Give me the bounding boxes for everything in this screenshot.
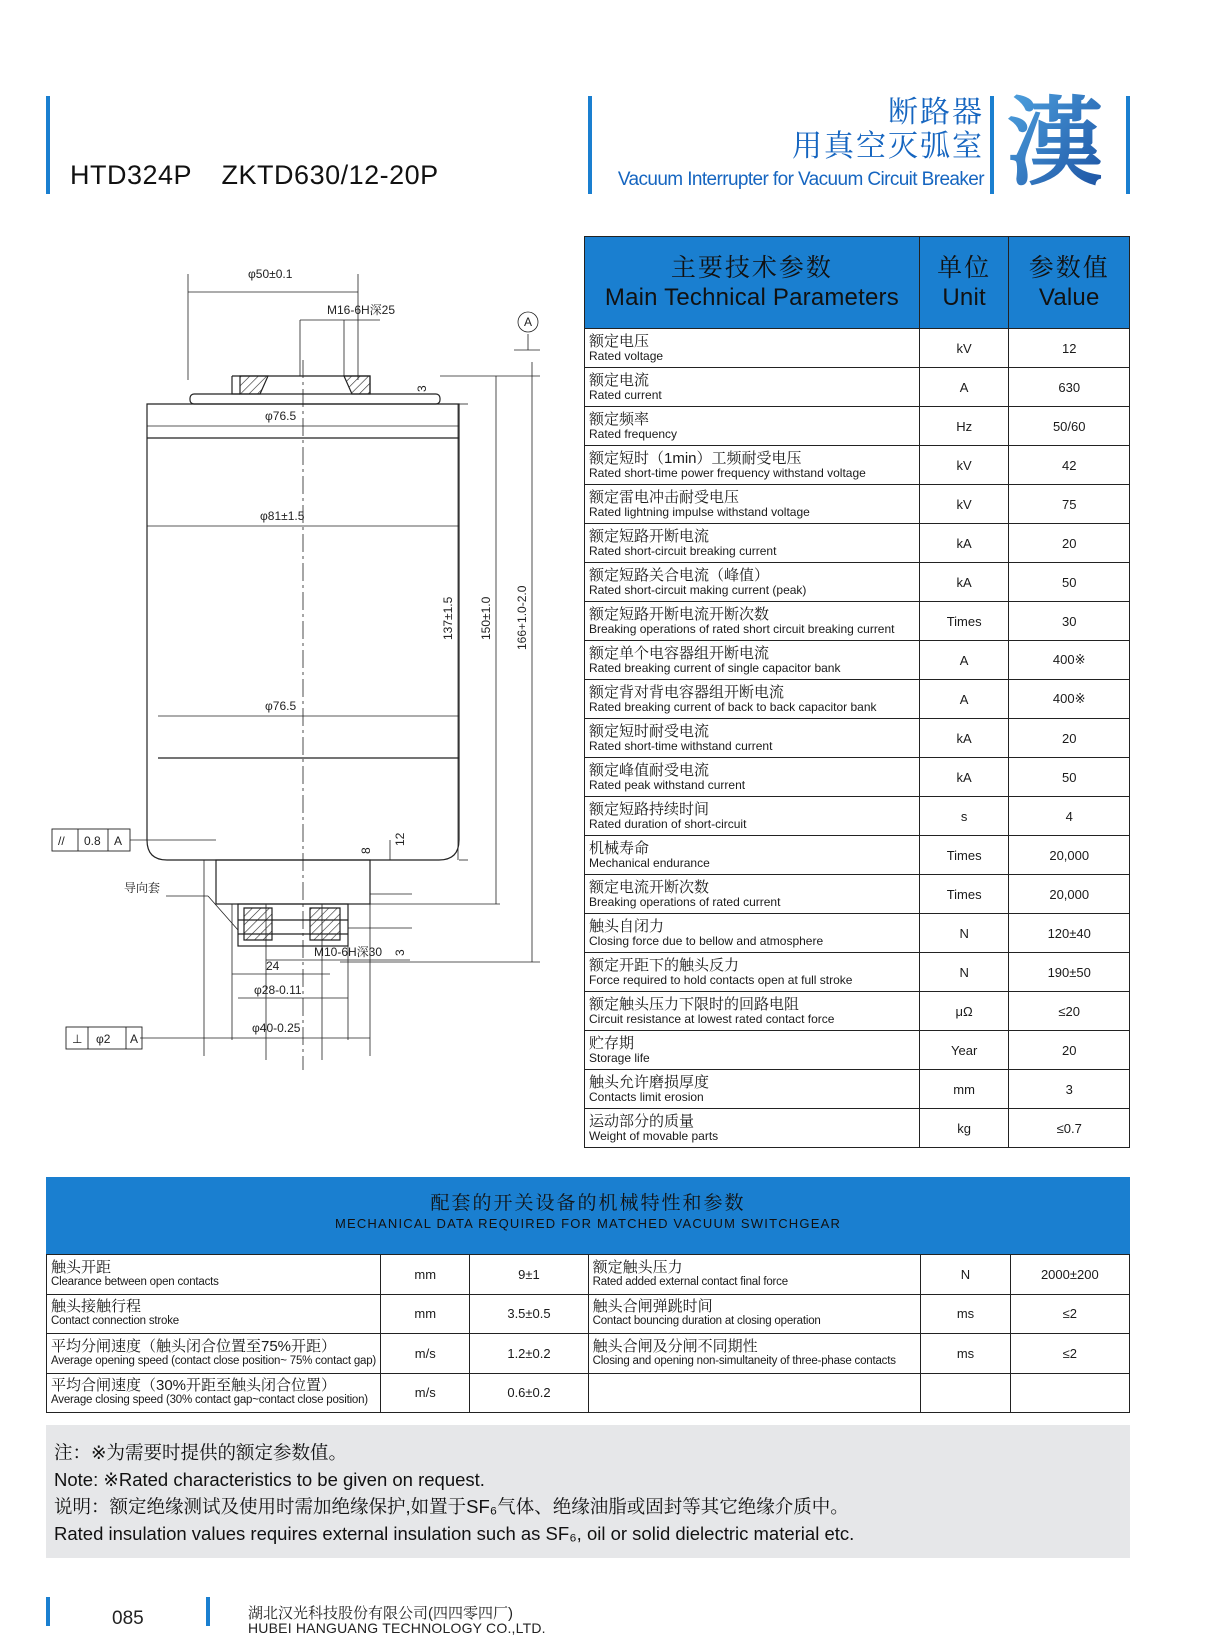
param-name-en: Rated frequency	[589, 426, 678, 441]
param-name-en: Breaking operations of rated short circuit breaking current	[589, 621, 895, 636]
param-name-en: Circuit resistance at lowest rated contact force	[589, 1011, 835, 1026]
param-row	[585, 1070, 1130, 1109]
param-unit: kV	[919, 485, 1009, 524]
param-name-cn: 额定背对背电容器组开断电流	[589, 683, 785, 701]
param-name-cell	[585, 407, 920, 446]
param-name-cn: 额定短时耐受电流	[589, 722, 710, 740]
param-name-en: Rated short-circuit making current (peak)	[589, 582, 807, 597]
param-row	[585, 329, 1130, 368]
param-name-cn: 额定峰值耐受电流	[589, 761, 710, 779]
mech-left-value: 9±1	[470, 1255, 588, 1295]
product-title-block	[618, 96, 984, 194]
dim-3-top: 3	[415, 385, 429, 392]
param-name-cn: 额定短路持续时间	[589, 800, 710, 818]
param-name-cn: 触头允许磨损厚度	[589, 1073, 710, 1091]
param-name-cell	[585, 836, 920, 875]
param-unit: Times	[919, 836, 1009, 875]
param-header-value-en: Value	[1038, 283, 1100, 311]
product-title-en: Vacuum Interrupter for Vacuum Circuit Breaker	[617, 169, 984, 190]
technical-drawing	[40, 267, 588, 1140]
footer-left-bar	[46, 1597, 50, 1626]
param-name-cn: 额定短路开断电流开断次数	[589, 605, 770, 623]
dim-d40: φ40-0.25	[252, 1021, 301, 1035]
mech-right-value: ≤2	[1010, 1334, 1129, 1374]
param-value: ≤20	[1009, 992, 1130, 1031]
dim-d76-top: φ76.5	[265, 409, 297, 423]
param-name-en: Mechanical endurance	[589, 855, 710, 870]
top-stud-hatch-left	[240, 376, 268, 394]
mech-right-unit: ms	[921, 1294, 1010, 1334]
param-row	[585, 680, 1130, 719]
param-name-cn: 额定雷电冲击耐受电压	[589, 488, 740, 506]
param-name-cn: 额定单个电容器组开断电流	[589, 644, 770, 662]
param-unit: Times	[919, 875, 1009, 914]
param-header-value	[1009, 237, 1130, 329]
param-name-en: Rated breaking current of back to back capacitor bank	[589, 699, 877, 714]
param-header-value-cn: 参数值	[1028, 253, 1110, 282]
param-row	[585, 563, 1130, 602]
mechanical-table-header	[46, 1177, 1130, 1254]
note-line-en: Note: ※Rated characteristics to be given on request.	[54, 1469, 485, 1490]
dim-d50: φ50±0.1	[248, 267, 293, 281]
param-name-cell	[585, 953, 920, 992]
param-value: 50/60	[1009, 407, 1130, 446]
insulation-note-en: Rated insulation values requires external insulation such as SF₆, oil or solid dielectric material etc.	[54, 1523, 855, 1544]
param-value: 50	[1009, 563, 1130, 602]
param-value: 30	[1009, 602, 1130, 641]
param-name-cn: 额定开距下的触头反力	[589, 956, 740, 974]
header-left-accent-bar	[46, 96, 50, 194]
param-value: 20,000	[1009, 836, 1130, 875]
param-name-cn: 触头自闭力	[589, 917, 665, 935]
param-name-cn: 额定电流	[589, 371, 650, 389]
param-name-cell	[585, 719, 920, 758]
tol-parallel-symbol: //	[58, 834, 65, 848]
param-header-unit-en: Unit	[942, 283, 986, 311]
param-table-header	[585, 237, 1130, 329]
mech-left-name-cell	[47, 1334, 381, 1374]
tol-parallel-value: 0.8	[84, 834, 101, 848]
mech-right-unit: ms	[921, 1334, 1010, 1374]
mech-left-name-cn: 平均合闸速度（30%开距至触头闭合位置）	[51, 1377, 337, 1395]
param-name-cell	[585, 875, 920, 914]
param-unit: A	[919, 368, 1009, 407]
param-value: 50	[1009, 758, 1130, 797]
top-stud-hatch-right	[344, 376, 370, 394]
param-row	[585, 953, 1130, 992]
param-unit: kA	[919, 524, 1009, 563]
param-name-cn: 额定电压	[589, 332, 650, 350]
header-right-accent-bar	[588, 96, 592, 194]
mechanical-row	[47, 1334, 1130, 1374]
param-name-en: Rated lightning impulse withstand voltage	[589, 504, 810, 519]
mech-right-unit	[921, 1373, 1010, 1413]
param-name-cn: 额定短路开断电流	[589, 527, 710, 545]
mech-right-value: ≤2	[1010, 1294, 1129, 1334]
model-title: HTD324P ZKTD630/12-20P	[70, 160, 439, 190]
param-header-name	[585, 237, 920, 329]
param-name-cn: 机械寿命	[589, 839, 650, 857]
mech-right-name-en: Contact bouncing duration at closing operation	[592, 1315, 821, 1328]
mech-right-name-cn: 触头合闸及分闸不同期性	[592, 1337, 758, 1355]
company-name-en: HUBEI HANGUANG TECHNOLOGY CO.,LTD.	[248, 1620, 546, 1636]
guide-hatch-left	[244, 908, 272, 940]
param-name-cn: 额定触头压力下限时的回路电阻	[589, 995, 800, 1013]
param-name-cell	[585, 758, 920, 797]
param-value: 120±40	[1009, 914, 1130, 953]
param-name-en: Contacts limit erosion	[589, 1089, 704, 1104]
top-flange	[190, 394, 440, 404]
logo-glyph: 漢	[1007, 87, 1103, 199]
param-name-cell	[585, 1031, 920, 1070]
param-unit: N	[919, 914, 1009, 953]
mech-left-name-cn: 触头开距	[51, 1258, 112, 1276]
param-row	[585, 446, 1130, 485]
guide-hatch-right	[310, 908, 340, 940]
param-header-name-en: Main Technical Parameters	[604, 283, 899, 311]
param-value: 190±50	[1009, 953, 1130, 992]
tolerance-perpendicular-frame	[66, 1027, 142, 1049]
param-name-en: Rated breaking current of single capacitor bank	[589, 660, 841, 675]
param-name-en: Rated voltage	[589, 348, 664, 363]
param-name-en: Rated peak withstand current	[589, 777, 746, 792]
page-number: 085	[112, 1608, 144, 1629]
param-value: 20	[1009, 719, 1130, 758]
param-row	[585, 485, 1130, 524]
mech-left-name-en: Clearance between open contacts	[51, 1275, 219, 1288]
param-name-cn: 额定频率	[589, 410, 650, 428]
param-name-cell	[585, 1109, 920, 1148]
guide-sleeve-label: 导向套	[124, 881, 161, 895]
mech-left-unit: mm	[381, 1294, 470, 1334]
param-unit: kA	[919, 719, 1009, 758]
param-unit: A	[919, 641, 1009, 680]
param-row	[585, 992, 1130, 1031]
mechanical-data-table	[46, 1254, 1130, 1413]
param-name-cell	[585, 797, 920, 836]
mechanical-row	[47, 1294, 1130, 1334]
param-row	[585, 1031, 1130, 1070]
company-name-cn: 湖北汉光科技股份有限公司(四四零四厂)	[248, 1605, 513, 1622]
param-row	[585, 875, 1130, 914]
param-row	[585, 524, 1130, 563]
dim-8: 8	[359, 847, 373, 854]
mech-left-unit: m/s	[381, 1373, 470, 1413]
param-name-cn: 额定电流开断次数	[589, 878, 710, 896]
param-name-en: Rated duration of short-circuit	[589, 816, 747, 831]
company-logo-icon	[1000, 87, 1110, 199]
mech-left-name-en: Average opening speed (contact close position~ 75% contact gap)	[51, 1354, 377, 1367]
param-name-cell	[585, 1070, 920, 1109]
param-value: 20	[1009, 1031, 1130, 1070]
company-logo	[1000, 87, 1110, 199]
dim-d76-bottom: φ76.5	[265, 699, 297, 713]
param-row	[585, 836, 1130, 875]
param-unit: A	[919, 680, 1009, 719]
param-unit: kV	[919, 446, 1009, 485]
param-row	[585, 407, 1130, 446]
mechanical-row	[47, 1373, 1130, 1413]
mech-left-name-en: Average closing speed (30% contact gap~contact close position)	[51, 1394, 368, 1407]
logo-right-bar	[1126, 96, 1130, 194]
mech-right-name-cell	[588, 1334, 921, 1374]
top-stud-outline	[232, 376, 240, 394]
param-name-cell	[585, 992, 920, 1031]
mech-right-value	[1010, 1373, 1129, 1413]
param-unit: mm	[919, 1070, 1009, 1109]
mech-left-value: 3.5±0.5	[470, 1294, 588, 1334]
param-name-en: Weight of movable parts	[589, 1128, 719, 1143]
tolerance-parallel-frame	[52, 829, 130, 851]
param-name-cell	[585, 368, 920, 407]
param-header-name-cn: 主要技术参数	[670, 253, 833, 282]
param-unit: kA	[919, 563, 1009, 602]
mech-left-name-en: Contact connection stroke	[51, 1315, 179, 1328]
product-title-cn-line1: 断路器	[888, 96, 984, 129]
param-row	[585, 368, 1130, 407]
mech-right-name-cell	[588, 1294, 921, 1334]
param-name-cell	[585, 329, 920, 368]
product-title-cn-line2: 用真空灭弧室	[792, 130, 984, 163]
param-value: 4	[1009, 797, 1130, 836]
tol-perp-value: φ2	[96, 1032, 111, 1046]
param-unit: μΩ	[919, 992, 1009, 1031]
param-unit: s	[919, 797, 1009, 836]
param-name-en: Storage life	[589, 1050, 650, 1065]
mech-right-name-cell	[588, 1373, 921, 1413]
mech-left-unit: m/s	[381, 1334, 470, 1374]
param-name-cn: 运动部分的质量	[589, 1112, 695, 1130]
param-unit: Hz	[919, 407, 1009, 446]
param-row	[585, 641, 1130, 680]
param-value: 20	[1009, 524, 1130, 563]
param-unit: Times	[919, 602, 1009, 641]
param-name-cn: 额定短路关合电流（峰值）	[589, 566, 770, 584]
param-name-en: Force required to hold contacts open at full stroke	[589, 972, 853, 987]
param-name-cell	[585, 563, 920, 602]
param-value: 42	[1009, 446, 1130, 485]
tol-perp-datum: A	[130, 1032, 139, 1046]
dim-d81: φ81±1.5	[260, 509, 305, 523]
param-name-cn: 额定短时（1min）工频耐受电压	[589, 449, 802, 467]
mechanical-data-section	[46, 1177, 1130, 1413]
main-parameters-table	[584, 236, 1130, 1148]
mechanical-title-cn: 配套的开关设备的机械特性和参数	[430, 1193, 746, 1214]
mech-left-value: 0.6±0.2	[470, 1373, 588, 1413]
datum-a-label: A	[524, 315, 533, 329]
dim-h166: 166+1.0-2.0	[515, 585, 529, 650]
tol-parallel-datum: A	[114, 834, 123, 848]
param-name-en: Rated current	[589, 387, 662, 402]
dim-24: 24	[266, 959, 280, 973]
param-name-en: Rated short-circuit breaking current	[589, 543, 777, 558]
param-value: ≤0.7	[1009, 1109, 1130, 1148]
param-unit: kg	[919, 1109, 1009, 1148]
mech-left-name-cn: 触头接触行程	[51, 1298, 142, 1316]
footer-mid-bar	[206, 1597, 210, 1626]
param-row	[585, 719, 1130, 758]
param-value: 630	[1009, 368, 1130, 407]
mech-right-name-cell	[588, 1255, 921, 1295]
param-value: 75	[1009, 485, 1130, 524]
dim-m16: M16-6H深25	[327, 303, 396, 317]
param-value: 20,000	[1009, 875, 1130, 914]
logo-left-bar	[990, 96, 994, 194]
param-unit: Year	[919, 1031, 1009, 1070]
mech-left-name-cell	[47, 1255, 381, 1295]
param-name-en: Rated short-time power frequency withstand voltage	[589, 465, 866, 480]
dim-h150: 150±1.0	[479, 596, 493, 640]
param-row	[585, 758, 1130, 797]
param-value: 12	[1009, 329, 1130, 368]
param-name-cell	[585, 602, 920, 641]
mech-right-name-en: Rated added external contact final force	[592, 1275, 788, 1288]
param-row	[585, 797, 1130, 836]
mechanical-row	[47, 1255, 1130, 1295]
mech-right-name-cn: 触头合闸弹跳时间	[592, 1298, 713, 1316]
param-unit: kV	[919, 329, 1009, 368]
bottom-shaft	[216, 860, 370, 904]
dim-d28: φ28-0.11	[254, 983, 302, 997]
param-name-en: Closing force due to bellow and atmosphere	[589, 933, 824, 948]
param-row	[585, 1109, 1130, 1148]
param-name-cell	[585, 641, 920, 680]
notes-box	[46, 1425, 1130, 1558]
param-value: 400※	[1009, 680, 1130, 719]
dim-12: 12	[393, 832, 407, 846]
param-name-cell	[585, 680, 920, 719]
param-name-en: Breaking operations of rated current	[589, 894, 781, 909]
insulation-note-cn: 说明：额定绝缘测试及使用时需加绝缘保护,如置于SF₆气体、绝缘油脂或固封等其它绝缘介质中。	[54, 1496, 849, 1517]
param-unit: kA	[919, 758, 1009, 797]
param-name-en: Rated short-time withstand current	[589, 738, 773, 753]
note-line-cn: 注：※为需要时提供的额定参数值。	[54, 1442, 348, 1463]
mechanical-title-en: MECHANICAL DATA REQUIRED FOR MATCHED VACUUM SWITCHGEAR	[334, 1216, 842, 1231]
param-name-cell	[585, 524, 920, 563]
mech-left-value: 1.2±0.2	[470, 1334, 588, 1374]
param-row	[585, 602, 1130, 641]
param-header-unit-cn: 单位	[937, 253, 992, 282]
mech-left-name-cell	[47, 1294, 381, 1334]
param-unit: N	[919, 953, 1009, 992]
param-name-cell	[585, 446, 920, 485]
tol-perp-symbol: ⊥	[72, 1032, 83, 1046]
param-name-cell	[585, 914, 920, 953]
mech-left-name-cn: 平均分闸速度（触头闭合位置至75%开距）	[51, 1337, 337, 1355]
param-header-unit	[919, 237, 1009, 329]
mech-right-unit: N	[921, 1255, 1010, 1295]
mech-right-name-cn: 额定触头压力	[592, 1258, 683, 1276]
mech-left-name-cell	[47, 1373, 381, 1413]
param-name-cn: 贮存期	[589, 1034, 635, 1052]
mech-right-name-en: Closing and opening non-simultaneity of three-phase contacts	[592, 1354, 896, 1367]
dim-h137: 137±1.5	[441, 596, 455, 640]
param-value: 400※	[1009, 641, 1130, 680]
param-name-cell	[585, 485, 920, 524]
mech-left-unit: mm	[381, 1255, 470, 1295]
dim-m10: M10-6H深30	[314, 945, 383, 959]
interrupter-drawing-svg	[40, 267, 588, 1140]
dim-3-bottom: 3	[393, 949, 407, 956]
param-row	[585, 914, 1130, 953]
mech-right-value: 2000±200	[1010, 1255, 1129, 1295]
param-value: 3	[1009, 1070, 1130, 1109]
